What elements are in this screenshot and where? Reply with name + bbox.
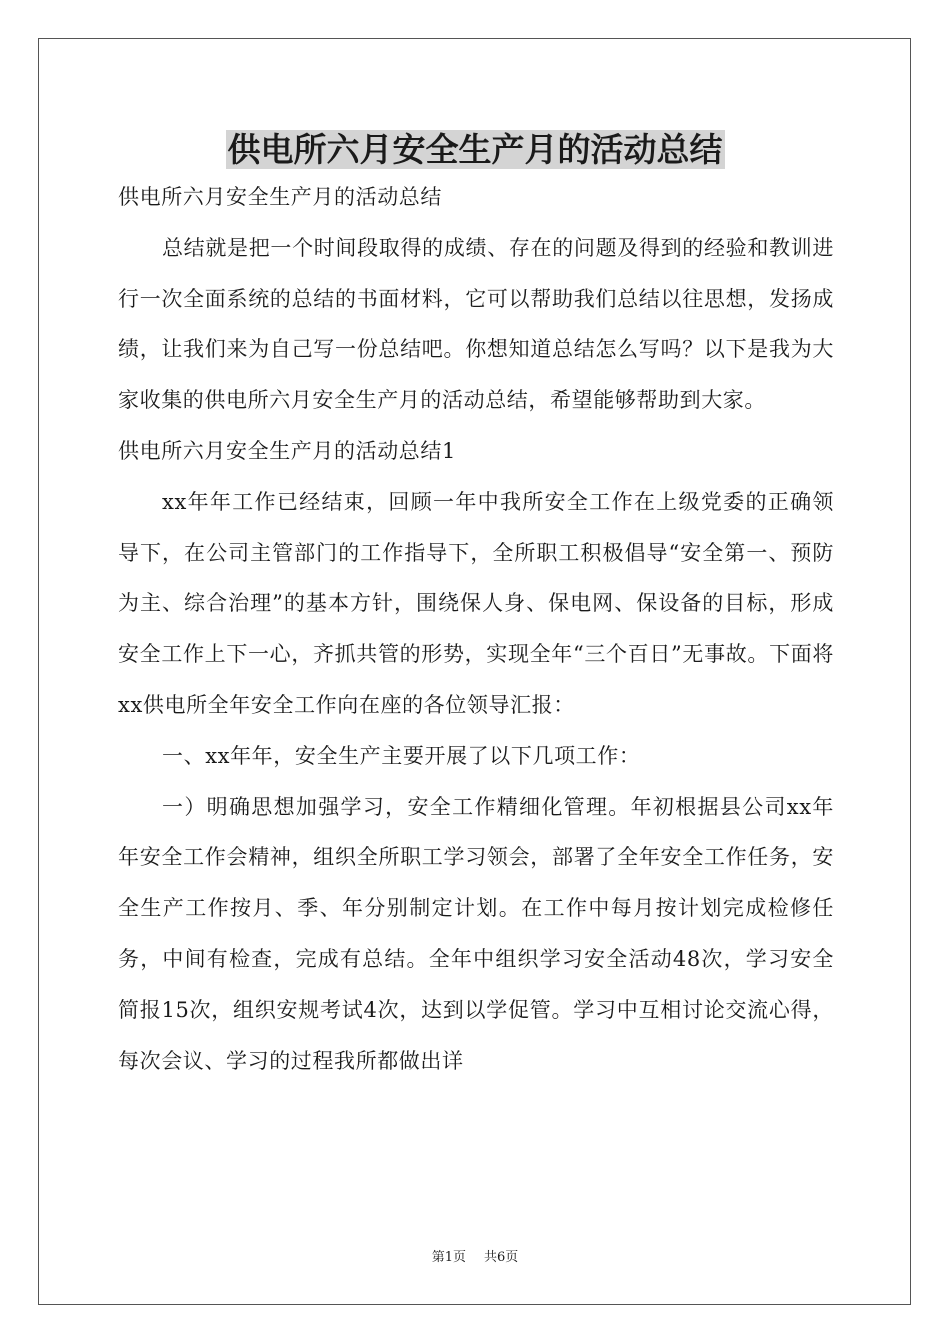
subtitle-line: 供电所六月安全生产月的活动总结 [118,185,442,209]
document-body [118,172,834,1086]
page-footer [0,1249,950,1267]
page-total: 共6页 [484,1250,519,1265]
list-heading: 一、xx年年，安全生产主要开展了以下几项工作： [162,743,641,768]
document-title [0,128,950,172]
body-paragraph: xx年年工作已经结束，回顾一年中我所安全工作在上级党委的正确领导下，在公司主管部门的工作指导下，全所职工积极倡导“安全第一、预防为主、综合治理”的基本方针，围绕保人身、保电网、保设备的目标，形成安全工作上下一心，齐抓共管的形势，实现全年“三个百日”无事故。下面将xx供电所全年安全工作向在座的各位领导汇报： [118,489,834,717]
body-paragraph: 一）明确思想加强学习，安全工作精细化管理。年初根据县公司xx年年安全工作会精神，组织全所职工学习领会，部署了全年安全工作任务，安全生产工作按月、季、年分别制定计划。在工作中每月按计划完成检修任务，中间有检查，完成有总结。全年中组织学习安全活动48次，学习安全简报15次，组织安规考试4次，达到以学促管。学习中互相讨论交流心得，每次会议、学习的过程我所都做出详 [118,794,834,1073]
page-number: 第1页 [431,1250,466,1265]
intro-paragraph: 总结就是把一个时间段取得的成绩、存在的问题及得到的经验和教训进行一次全面系统的总结的书面材料，它可以帮助我们总结以往思想，发扬成绩，让我们来为自己写一份总结吧。你想知道总结怎么写吗？以下是我为大家收集的供电所六月安全生产月的活动总结，希望能够帮助到大家。 [118,235,834,413]
section-heading: 供电所六月安全生产月的活动总结1 [118,438,456,463]
document-title-text: 供电所六月安全生产月的活动总结 [227,130,723,169]
